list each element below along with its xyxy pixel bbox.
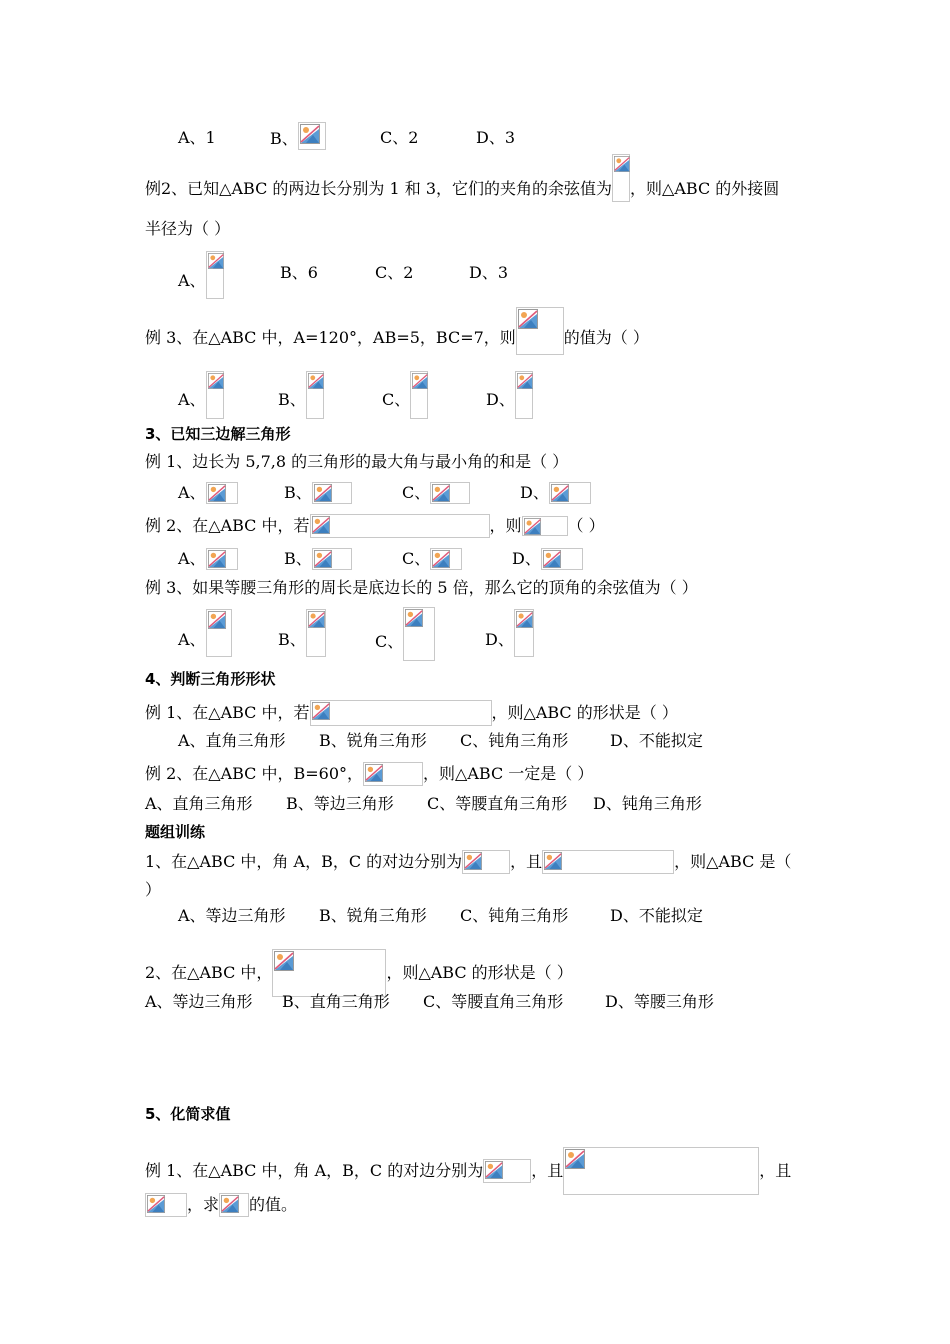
formula-image-icon	[145, 1193, 187, 1217]
option-d: D、3	[469, 263, 509, 282]
option-d: D、等腰三角形	[605, 992, 714, 1011]
option-b: B、直角三角形	[282, 992, 390, 1011]
ex2-line2: 半径为（ ）	[145, 219, 231, 238]
option-a: A、	[178, 623, 232, 657]
formula-image-icon	[430, 548, 462, 570]
option-c: C、	[402, 482, 470, 504]
ex2-line1: 例2、已知△ABC 的两边长分别为 1 和 3，它们的夹角的余弦值为 ，则△ABC 的外接圆	[145, 176, 779, 202]
formula-image-icon	[312, 548, 352, 570]
formula-image-icon	[542, 850, 674, 874]
option-c: C、	[375, 623, 435, 661]
formula-image-icon	[312, 482, 352, 504]
drill-q1-line2: ）	[145, 880, 162, 899]
sec4-ex1: 例 1、在△ABC 中，若 ，则△ABC 的形状是（ ）	[145, 700, 678, 726]
option-b: B、锐角三角形	[319, 906, 427, 925]
formula-image-icon	[206, 251, 224, 299]
sec3-ex1: 例 1、边长为 5,7,8 的三角形的最大角与最小角的和是（ ）	[145, 452, 569, 471]
option-a: A、	[178, 381, 224, 419]
formula-image-icon	[410, 371, 428, 419]
drill-q1: 1、在△ABC 中，角 A，B，C 的对边分别为 ，且 ，则△ABC 是（	[145, 850, 791, 874]
formula-image-icon	[522, 516, 568, 536]
option-a: A、	[178, 548, 238, 570]
drill-title: 题组训练	[145, 823, 206, 841]
formula-image-icon	[306, 371, 324, 419]
option-b: B、	[284, 482, 352, 504]
formula-image-icon	[310, 700, 492, 726]
option-d: D、不能拟定	[610, 906, 703, 925]
option-b: B、6	[280, 263, 318, 282]
option-b: B、等边三角形	[286, 794, 394, 813]
option-b: B、	[284, 548, 352, 570]
formula-image-icon	[462, 850, 510, 874]
option-c: C、	[382, 381, 428, 419]
section-4-title: 4、判断三角形形状	[145, 670, 276, 688]
option-a: A、	[178, 263, 224, 299]
formula-image-icon	[483, 1159, 531, 1183]
option-b: B、	[278, 623, 326, 657]
drill-q2: 2、在△ABC 中， ，则△ABC 的形状是（ ）	[145, 949, 573, 997]
sec5-ex1: 例 1、在△ABC 中，角 A，B，C 的对边分别为 ，且 ，且	[145, 1147, 791, 1195]
option-d: D、	[512, 548, 583, 570]
option-a: A、直角三角形	[178, 731, 286, 750]
formula-image-icon	[430, 482, 470, 504]
formula-image-icon	[206, 482, 238, 504]
option-c: C、	[402, 548, 462, 570]
option-b: B、	[278, 381, 324, 419]
option-c: C、2	[380, 128, 419, 147]
option-d: D、3	[476, 128, 516, 147]
section-3-title: 3、已知三边解三角形	[145, 425, 291, 443]
formula-image-icon	[612, 154, 630, 202]
option-a: A、等边三角形	[145, 992, 253, 1011]
formula-image-icon	[298, 122, 326, 150]
option-d: D、	[485, 623, 534, 657]
option-a: A、1	[178, 128, 216, 147]
formula-image-icon	[541, 548, 583, 570]
formula-image-icon	[206, 371, 224, 419]
section-5-title: 5、化简求值	[145, 1105, 231, 1123]
option-c: C、等腰直角三角形	[423, 992, 564, 1011]
formula-image-icon	[206, 609, 232, 657]
formula-image-icon	[310, 514, 490, 538]
option-a: A、直角三角形	[145, 794, 253, 813]
option-d: D、	[486, 381, 533, 419]
option-c: C、钝角三角形	[460, 906, 569, 925]
option-b: B、	[270, 128, 326, 150]
sec3-ex3: 例 3、如果等腰三角形的周长是底边长的 5 倍，那么它的顶角的余弦值为（ ）	[145, 578, 698, 597]
formula-image-icon	[206, 548, 238, 570]
option-b: B、锐角三角形	[319, 731, 427, 750]
sec4-ex2: 例 2、在△ABC 中，B=60°， ，则△ABC 一定是（ ）	[145, 762, 593, 786]
formula-image-icon	[514, 609, 534, 657]
sec3-ex2: 例 2、在△ABC 中，若 ，则 （ ）	[145, 514, 605, 538]
formula-image-icon	[272, 949, 386, 997]
option-c: C、等腰直角三角形	[427, 794, 568, 813]
formula-image-icon	[219, 1193, 249, 1217]
option-a: A、等边三角形	[178, 906, 286, 925]
formula-image-icon	[516, 307, 564, 355]
option-a: A、	[178, 482, 238, 504]
option-c: C、2	[375, 263, 414, 282]
formula-image-icon	[563, 1147, 759, 1195]
formula-image-icon	[549, 482, 591, 504]
sec5-ex1-line2: ，求 的值。	[145, 1193, 297, 1217]
formula-image-icon	[306, 609, 326, 657]
option-d: D、	[520, 482, 591, 504]
ex3-line: 例 3、在△ABC 中，A=120°，AB=5，BC=7，则 的值为（ ）	[145, 321, 649, 355]
formula-image-icon	[515, 371, 533, 419]
formula-image-icon	[403, 607, 435, 661]
formula-image-icon	[363, 762, 423, 786]
option-c: C、钝角三角形	[460, 731, 569, 750]
option-d: D、不能拟定	[610, 731, 703, 750]
option-d: D、钝角三角形	[593, 794, 702, 813]
